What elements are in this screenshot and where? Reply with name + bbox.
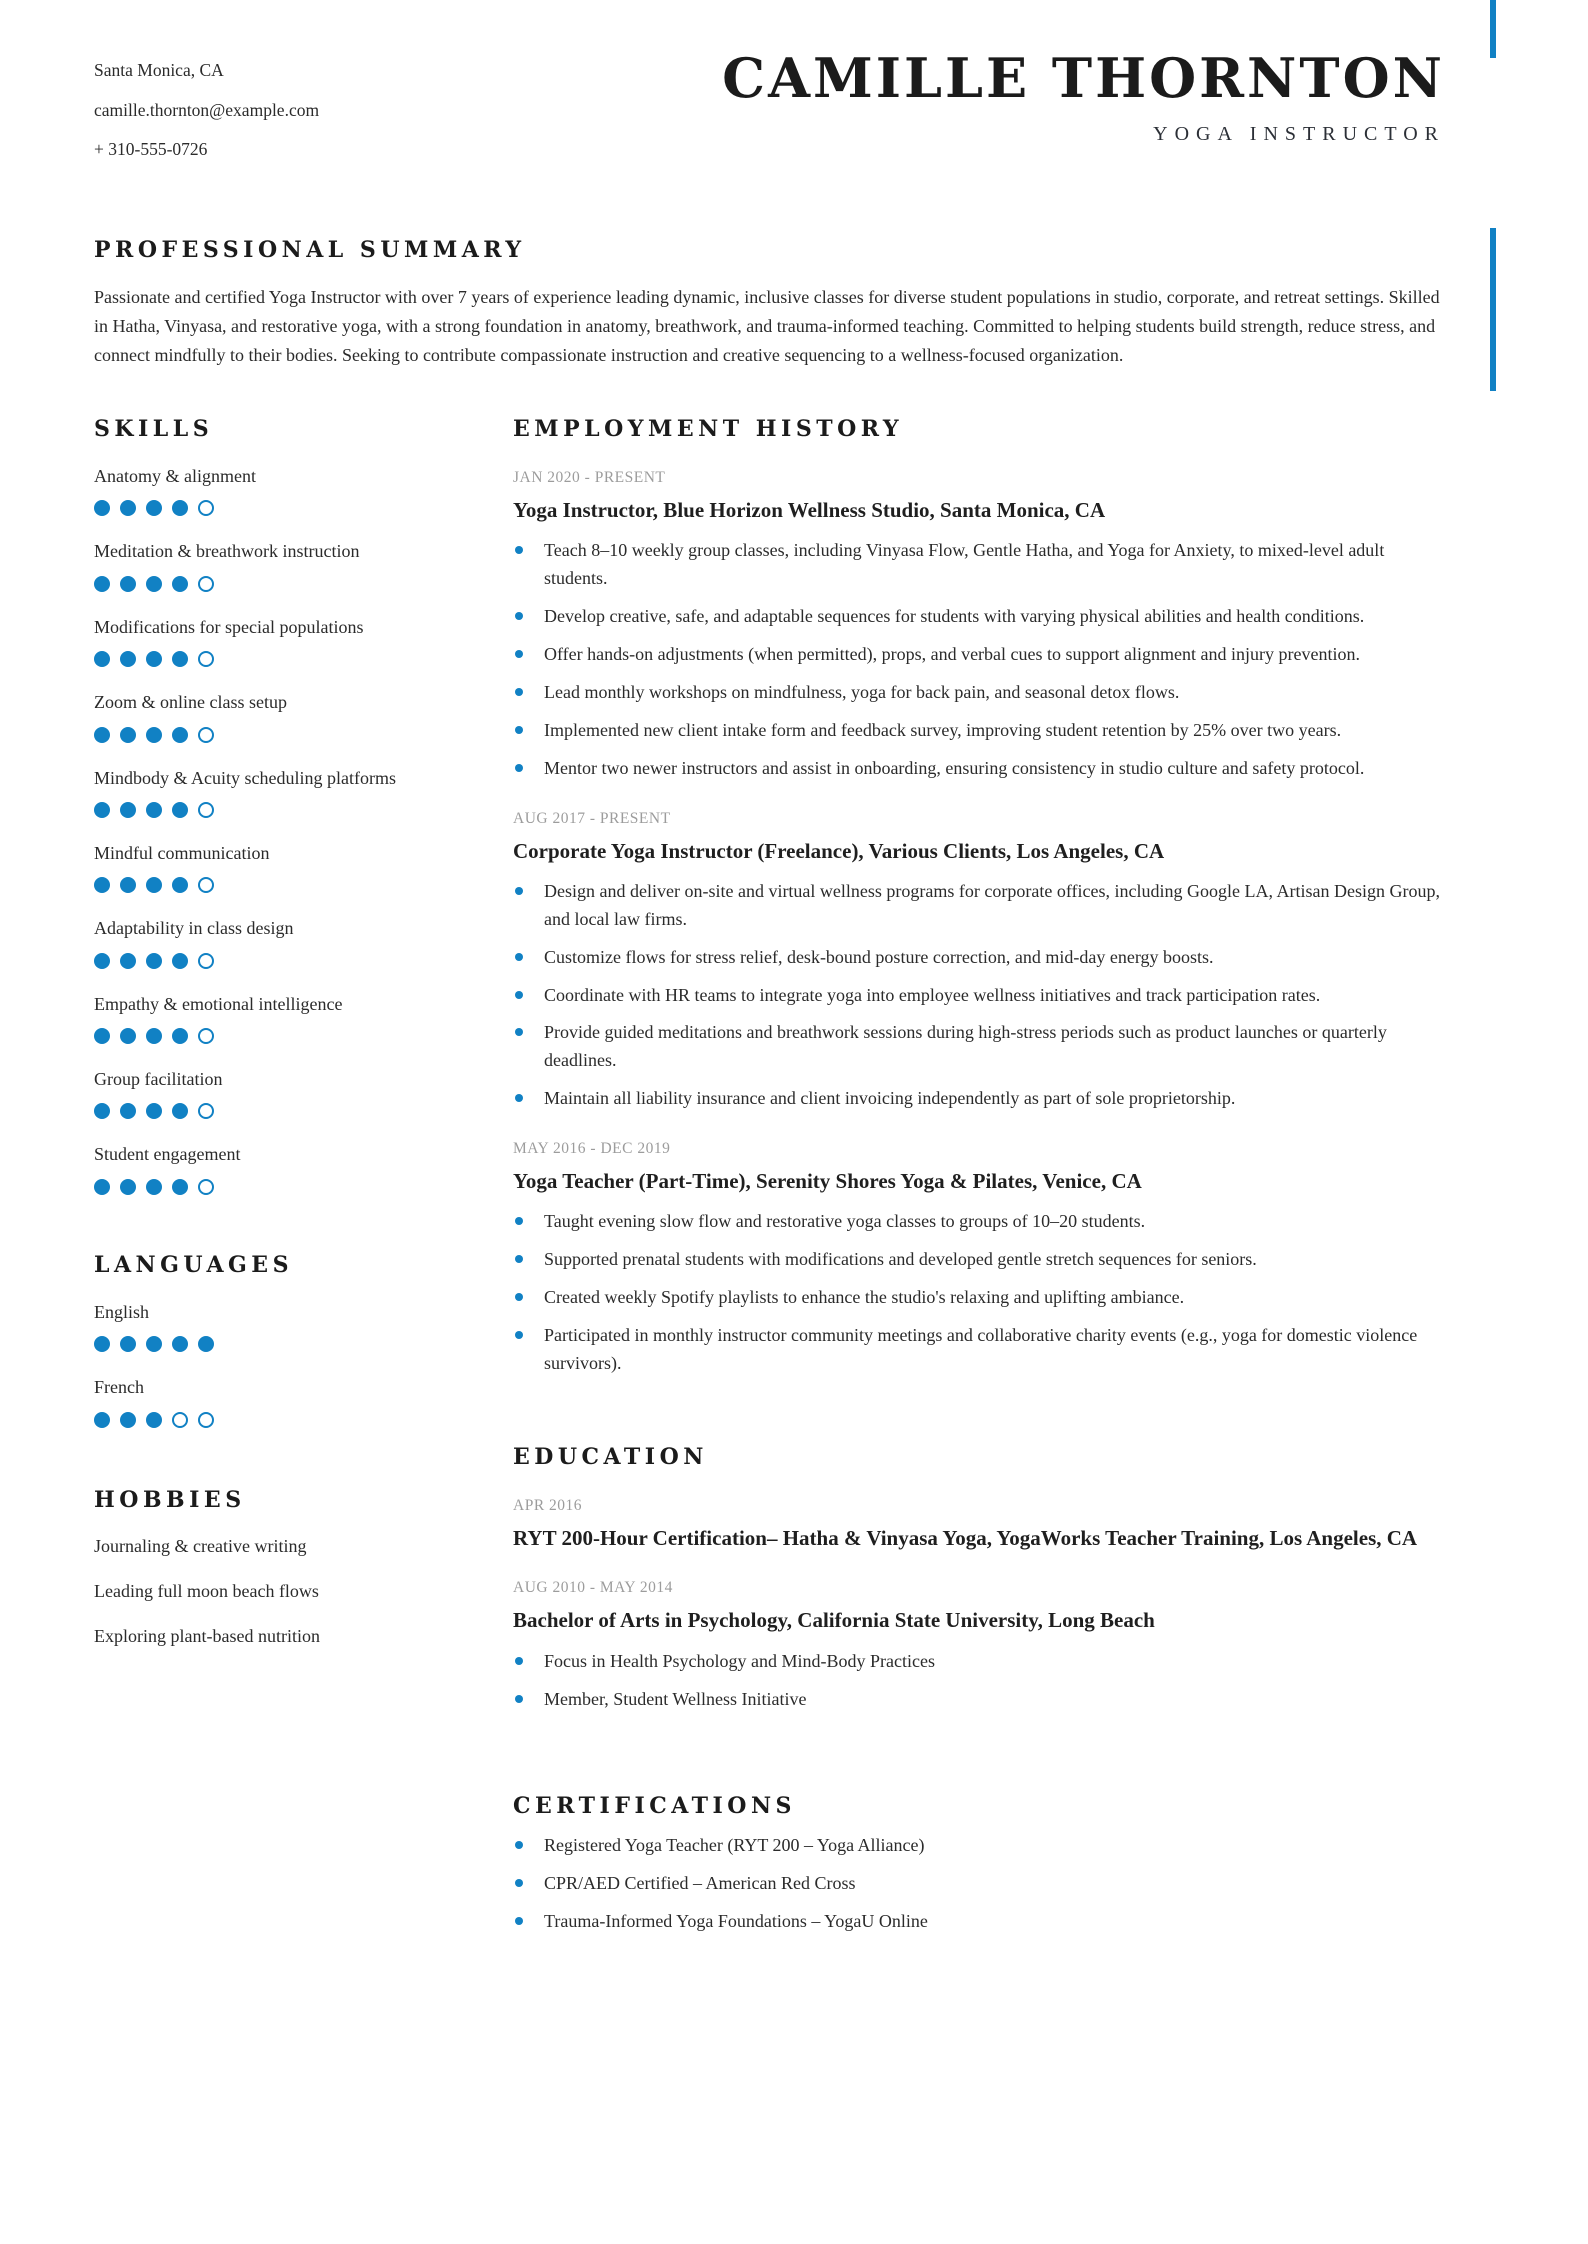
job-entry-bullet: Develop creative, safe, and adaptable sequences for students with varying physical abilities and health conditions. <box>513 603 1445 631</box>
rating-dot-filled <box>94 877 110 893</box>
job-entry-dates: AUG 2017 - PRESENT <box>513 809 671 827</box>
rating-dot-filled <box>172 802 188 818</box>
job-entry-bullet: Taught evening slow flow and restorative yoga classes to groups of 10–20 students. <box>513 1208 1445 1236</box>
rating-dot-empty <box>198 1179 214 1195</box>
education-entry-bullet: Focus in Health Psychology and Mind-Body Practices <box>513 1648 1445 1676</box>
rating-dot-filled <box>146 1028 162 1044</box>
rating-dot-filled <box>172 1103 188 1119</box>
skill-item-rating <box>94 651 494 668</box>
rating-dot-filled <box>146 1336 162 1352</box>
job-entry-bullet: Mentor two newer instructors and assist in onboarding, ensuring consistency in studio culture and safety protocol. <box>513 755 1445 783</box>
education-entry-dates: APR 2016 <box>513 1496 583 1514</box>
contact-info <box>94 62 319 181</box>
skill-item <box>94 993 494 1045</box>
rating-dot-filled <box>120 727 136 743</box>
skill-item <box>94 616 494 668</box>
rating-dot-filled <box>94 802 110 818</box>
skill-item-label: Group facilitation <box>94 1069 223 1090</box>
rating-dot-filled <box>120 576 136 592</box>
employment-section <box>513 416 1445 1378</box>
rating-dot-empty <box>172 1412 188 1428</box>
rating-dot-filled <box>146 802 162 818</box>
skill-item-label: Empathy & emotional intelligence <box>94 993 343 1014</box>
skill-item-rating <box>94 1103 494 1120</box>
rating-dot-filled <box>94 953 110 969</box>
skill-item <box>94 540 494 592</box>
skill-item <box>94 842 494 894</box>
language-item-label: English <box>94 1301 150 1322</box>
skill-item <box>94 1068 494 1120</box>
languages-heading: LANGUAGES <box>94 1251 293 1278</box>
job-entry-bullet: Lead monthly workshops on mindfulness, yoga for back pain, and seasonal detox flows. <box>513 679 1445 707</box>
rating-dot-filled <box>146 1103 162 1119</box>
skill-item-label: Modifications for special populations <box>94 616 364 637</box>
rating-dot-filled <box>120 1103 136 1119</box>
job-entry-bullet: Maintain all liability insurance and client invoicing independently as part of sole proprietorship. <box>513 1085 1445 1113</box>
rating-dot-filled <box>146 727 162 743</box>
skill-item-label: Mindful communication <box>94 842 270 863</box>
skill-item <box>94 1143 494 1195</box>
employment-heading: EMPLOYMENT HISTORY <box>513 415 904 442</box>
hobby-item: Exploring plant-based nutrition <box>94 1626 320 1647</box>
rating-dot-filled <box>172 1179 188 1195</box>
language-item-rating <box>94 1412 494 1429</box>
job-entry-bullet: Created weekly Spotify playlists to enhance the studio's relaxing and uplifting ambiance. <box>513 1284 1445 1312</box>
education-entry <box>513 1579 1445 1713</box>
job-entry <box>513 469 1445 783</box>
rating-dot-filled <box>172 651 188 667</box>
rating-dot-filled <box>146 953 162 969</box>
rating-dot-filled <box>120 1028 136 1044</box>
rating-dot-filled <box>94 1412 110 1428</box>
summary-text: Passionate and certified Yoga Instructor with over 7 years of experience leading dynamic, inclusive classes for diverse student populations in studio, corporate, and retreat settings. Skilled in Hatha, Vinyasa, and restorative yoga, with a strong foundation in anatomy, breathwork, and trauma-informed teaching. Committed to helping students build strength, reduce stress, and connect mindfully to their bodies. Seeking to contribute compassionate instruction and creative sequencing to a wellness-focused organization. <box>94 286 1440 365</box>
job-entry-dates: JAN 2020 - PRESENT <box>513 468 666 486</box>
education-entry-bullet: Member, Student Wellness Initiative <box>513 1686 1445 1714</box>
job-entry-bullet: Provide guided meditations and breathwork sessions during high-stress periods such as product launches or quarterly deadlines. <box>513 1019 1445 1075</box>
rating-dot-filled <box>172 727 188 743</box>
rating-dot-filled <box>172 576 188 592</box>
rating-dot-filled <box>94 576 110 592</box>
language-item-rating <box>94 1336 494 1353</box>
rating-dot-filled <box>94 500 110 516</box>
job-entry-title: Corporate Yoga Instructor (Freelance), Various Clients, Los Angeles, CA <box>513 838 1165 863</box>
header <box>94 46 1445 181</box>
name-block <box>722 46 1445 146</box>
job-entry-bullet: Offer hands-on adjustments (when permitted), props, and verbal cues to support alignment and injury prevention. <box>513 641 1445 669</box>
rating-dot-empty <box>198 877 214 893</box>
left-column <box>94 416 494 1649</box>
candidate-title: YOGA INSTRUCTOR <box>1153 122 1445 145</box>
skill-item <box>94 465 494 517</box>
rating-dot-filled <box>120 802 136 818</box>
certifications-list <box>513 1832 1445 1936</box>
certification-item: Trauma-Informed Yoga Foundations – YogaU Online <box>513 1908 1445 1936</box>
certifications-heading: CERTIFICATIONS <box>513 1793 796 1820</box>
rating-dot-filled <box>120 1179 136 1195</box>
skill-item-rating <box>94 953 494 970</box>
hobby-item: Leading full moon beach flows <box>94 1580 319 1601</box>
rating-dot-filled <box>120 1412 136 1428</box>
skill-item-rating <box>94 1028 494 1045</box>
education-entry-bullets <box>513 1648 1445 1714</box>
right-column <box>494 416 1445 1946</box>
contact-location: Santa Monica, CA <box>94 60 224 80</box>
skill-item-rating <box>94 877 494 894</box>
job-entry <box>513 810 1445 1114</box>
rating-dot-filled <box>146 651 162 667</box>
rating-dot-empty <box>198 953 214 969</box>
job-entry-bullet: Participated in monthly instructor community meetings and collaborative charity events (e.g., yoga for domestic violence survivors). <box>513 1322 1445 1378</box>
skills-list <box>94 465 494 1196</box>
language-item-label: French <box>94 1377 144 1398</box>
rating-dot-filled <box>94 1336 110 1352</box>
rating-dot-filled <box>94 651 110 667</box>
education-entry <box>513 1497 1445 1552</box>
contact-email: camille.thornton@example.com <box>94 99 320 120</box>
certification-item: Registered Yoga Teacher (RYT 200 – Yoga Alliance) <box>513 1832 1445 1860</box>
education-list <box>513 1497 1445 1713</box>
rating-dot-empty <box>198 1103 214 1119</box>
job-entry-bullet: Customize flows for stress relief, desk-bound posture correction, and mid-day energy boosts. <box>513 944 1445 972</box>
rating-dot-filled <box>172 877 188 893</box>
skill-item-label: Adaptability in class design <box>94 918 294 939</box>
job-entry-title: Yoga Instructor, Blue Horizon Wellness Studio, Santa Monica, CA <box>513 497 1106 522</box>
skill-item-label: Anatomy & alignment <box>94 465 256 486</box>
candidate-name: CAMILLE THORNTON <box>722 46 1445 110</box>
rating-dot-filled <box>120 651 136 667</box>
rating-dot-filled <box>94 1028 110 1044</box>
skill-item-rating <box>94 727 494 744</box>
skill-item <box>94 917 494 969</box>
rating-dot-filled <box>120 1336 136 1352</box>
skill-item-label: Zoom & online class setup <box>94 692 287 713</box>
rating-dot-empty <box>198 500 214 516</box>
accent-bar-top <box>1490 0 1496 58</box>
skill-item-label: Student engagement <box>94 1144 241 1165</box>
two-column-body <box>94 416 1445 1946</box>
job-entry-bullet: Implemented new client intake form and feedback survey, improving student retention by 25% over two years. <box>513 717 1445 745</box>
skill-item-rating <box>94 802 494 819</box>
rating-dot-filled <box>94 1103 110 1119</box>
hobbies-heading: HOBBIES <box>94 1486 246 1513</box>
summary-heading: PROFESSIONAL SUMMARY <box>94 236 526 263</box>
certification-item: CPR/AED Certified – American Red Cross <box>513 1870 1445 1898</box>
rating-dot-empty <box>198 651 214 667</box>
contact-phone: + 310-555-0726 <box>94 139 208 159</box>
rating-dot-filled <box>198 1336 214 1352</box>
job-entry-bullet: Design and deliver on-site and virtual wellness programs for corporate offices, including Google LA, Artisan Design Group, and local law firms. <box>513 878 1445 934</box>
education-entry-dates: AUG 2010 - MAY 2014 <box>513 1579 673 1597</box>
skill-item-rating <box>94 1179 494 1196</box>
job-entry-title: Yoga Teacher (Part-Time), Serenity Shores Yoga & Pilates, Venice, CA <box>513 1169 1142 1194</box>
hobbies-list <box>94 1534 494 1649</box>
languages-list <box>94 1301 494 1429</box>
rating-dot-empty <box>198 727 214 743</box>
skill-item-label: Mindbody & Acuity scheduling platforms <box>94 767 396 788</box>
rating-dot-filled <box>94 1179 110 1195</box>
accent-bar-middle <box>1490 228 1496 391</box>
job-entry-bullets <box>513 537 1445 782</box>
language-item <box>94 1376 494 1428</box>
rating-dot-filled <box>120 953 136 969</box>
rating-dot-filled <box>172 1336 188 1352</box>
education-section <box>513 1444 1445 1713</box>
rating-dot-filled <box>94 727 110 743</box>
job-entry-bullets <box>513 1208 1445 1377</box>
job-entry-bullet: Supported prenatal students with modifications and developed gentle stretch sequences for seniors. <box>513 1246 1445 1274</box>
hobby-item: Journaling & creative writing <box>94 1535 307 1556</box>
certifications-section <box>513 1793 1445 1936</box>
skill-item <box>94 691 494 743</box>
rating-dot-filled <box>146 1412 162 1428</box>
rating-dot-empty <box>198 576 214 592</box>
rating-dot-filled <box>172 1028 188 1044</box>
job-entry-bullets <box>513 878 1445 1113</box>
rating-dot-filled <box>172 953 188 969</box>
rating-dot-filled <box>146 1179 162 1195</box>
skills-heading: SKILLS <box>94 415 214 442</box>
job-entry-bullet: Coordinate with HR teams to integrate yoga into employee wellness initiatives and track participation rates. <box>513 982 1445 1010</box>
job-entry-bullet: Teach 8–10 weekly group classes, including Vinyasa Flow, Gentle Hatha, and Yoga for Anxiety, to mixed-level adult students. <box>513 537 1445 593</box>
rating-dot-filled <box>120 500 136 516</box>
jobs-list <box>513 469 1445 1378</box>
skill-item-rating <box>94 500 494 517</box>
rating-dot-filled <box>146 877 162 893</box>
rating-dot-filled <box>120 877 136 893</box>
education-heading: EDUCATION <box>513 1443 708 1470</box>
languages-section <box>94 1252 494 1429</box>
hobbies-section <box>94 1487 494 1649</box>
skill-item-rating <box>94 576 494 593</box>
rating-dot-filled <box>172 500 188 516</box>
rating-dot-empty <box>198 802 214 818</box>
professional-summary-section <box>94 237 1445 370</box>
skill-item-label: Meditation & breathwork instruction <box>94 541 360 562</box>
rating-dot-empty <box>198 1028 214 1044</box>
education-entry-title: Bachelor of Arts in Psychology, California State University, Long Beach <box>513 1608 1155 1633</box>
job-entry-dates: MAY 2016 - DEC 2019 <box>513 1140 671 1158</box>
skills-section <box>94 416 494 1196</box>
language-item <box>94 1301 494 1353</box>
rating-dot-filled <box>146 500 162 516</box>
rating-dot-empty <box>198 1412 214 1428</box>
skill-item <box>94 767 494 819</box>
education-entry-title: RYT 200-Hour Certification– Hatha & Vinyasa Yoga, YogaWorks Teacher Training, Los Angeles, CA <box>513 1525 1418 1550</box>
job-entry <box>513 1140 1445 1378</box>
rating-dot-filled <box>146 576 162 592</box>
